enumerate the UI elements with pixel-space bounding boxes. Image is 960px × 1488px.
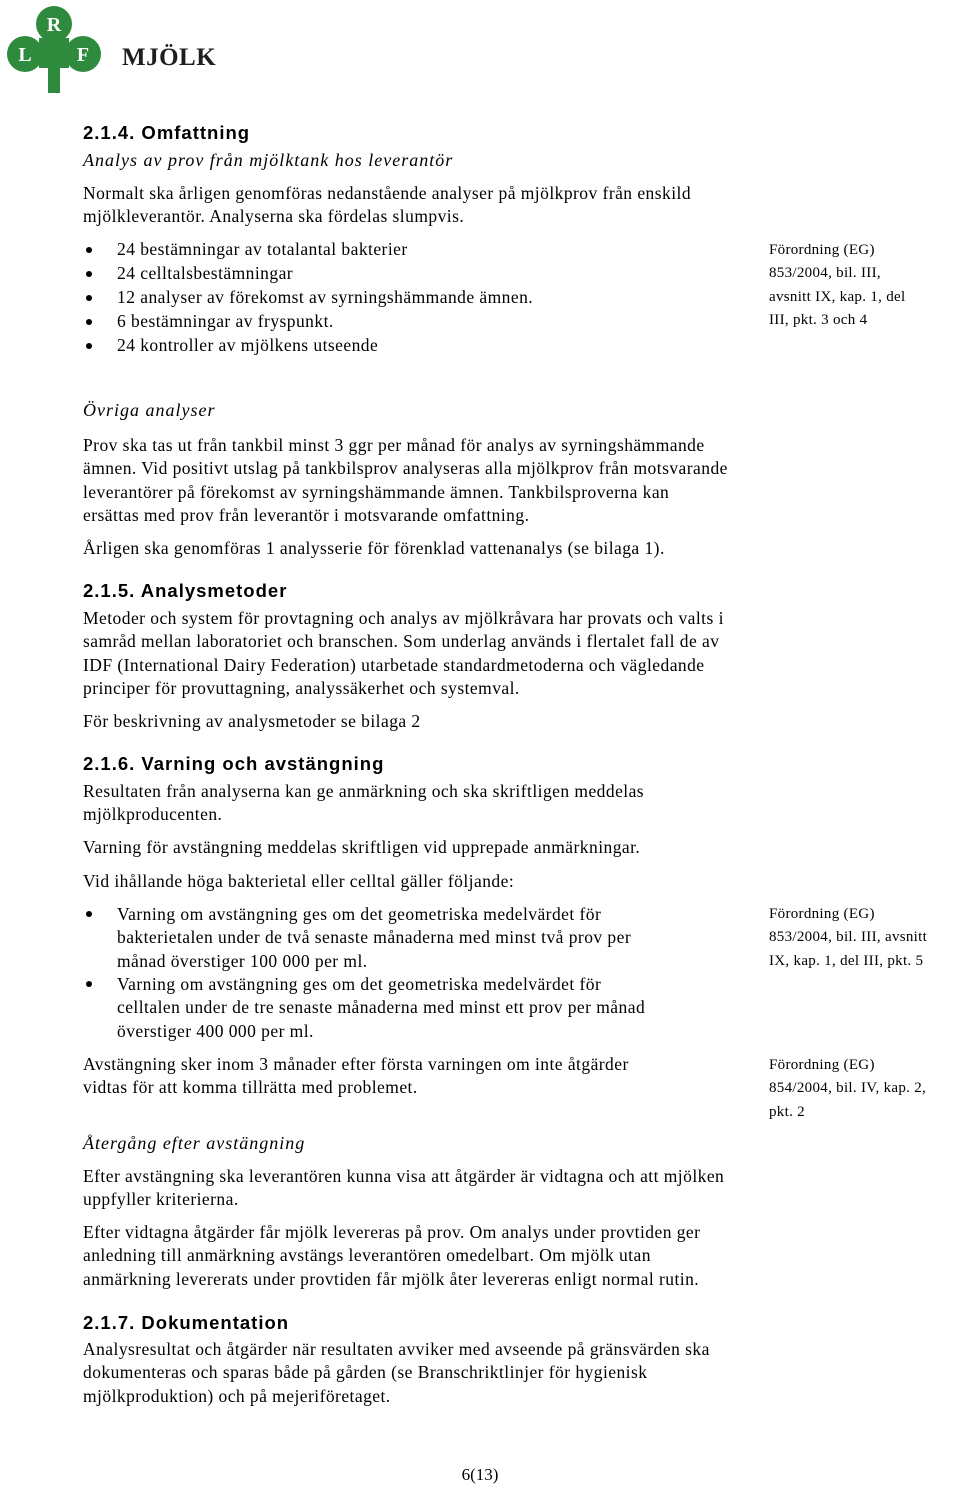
- return-paragraph-1: [83, 1165, 724, 1212]
- list-item: 24 bestämningar av totalantal bakterier: [117, 239, 408, 259]
- text-line: mjölkproducenten.: [83, 804, 223, 825]
- list-item: 6 bestämningar av fryspunkt.: [117, 311, 334, 331]
- text-line: anledning till anmärkning avstängs leverantören omedelbart. Om mjölk utan: [83, 1245, 651, 1266]
- regulation-reference: [769, 903, 927, 973]
- bullet-icon: [86, 295, 92, 301]
- methods-appendix-reference: För beskrivning av analysmetoder se bilaga 2: [83, 711, 421, 731]
- list-item: 12 analyser av förekomst av syrningshämmande ämnen.: [117, 287, 534, 307]
- text-line: leverantörer på förekomst av syrningshämmande ämnen. Tankbilsproverna kan: [83, 481, 670, 502]
- methods-paragraph: [83, 607, 724, 700]
- bullet-icon: [86, 247, 92, 253]
- text-line: mjölkleverantör. Analyserna ska fördelas slumpvis.: [83, 206, 465, 227]
- text-line: Varning om avstängning ges om det geometriska medelvärdet för: [117, 904, 602, 924]
- regulation-reference: [769, 239, 905, 332]
- text-line: Varning om avstängning ges om det geometriska medelvärdet för: [117, 974, 602, 994]
- list-item: [117, 973, 645, 1043]
- list-item: 24 kontroller av mjölkens utseende: [117, 335, 379, 355]
- reference-line: avsnitt IX, kap. 1, del: [769, 288, 906, 305]
- text-line: månad överstiger 100 000 per ml.: [117, 950, 368, 971]
- warning-paragraph-2: Varning för avstängning meddelas skriftligen vid upprepade anmärkningar.: [83, 837, 641, 857]
- reference-line: 853/2004, bil. III,: [769, 265, 881, 282]
- text-line: vidtas för att komma tillrätta med problemet.: [83, 1077, 418, 1098]
- bullet-icon: [86, 271, 92, 277]
- section-heading-omfattning: 2.1.4. Omfattning: [83, 122, 251, 143]
- reference-line: Förordning (EG): [769, 242, 875, 258]
- list-item: 24 celltalsbestämningar: [117, 263, 294, 283]
- text-line: ämnen. Vid positivt utslag på tankbilsprov analyseras alla mjölkprov från motsvarande: [83, 458, 728, 479]
- text-line: IDF (International Dairy Federation) utarbetade standardmetoderna och vägledande: [83, 654, 705, 675]
- suspension-paragraph: [83, 1053, 629, 1100]
- warning-paragraph-1: [83, 780, 644, 827]
- company-logo: [4, 4, 217, 96]
- reference-line: Förordning (EG): [769, 1057, 875, 1073]
- text-line: Efter avstängning ska leverantören kunna visa att åtgärder är vidtagna och att mjölken: [83, 1166, 725, 1186]
- subheading-atergang: Återgång efter avstängning: [83, 1133, 306, 1153]
- text-line: Prov ska tas ut från tankbil minst 3 ggr per månad för analys av syrningshämmande: [83, 435, 705, 455]
- page-number: 6(13): [461, 1465, 499, 1484]
- text-line: Metoder och system för provtagning och analys av mjölkråvara har provats och valts i: [83, 608, 724, 628]
- logo-wordmark: MJÖLK: [122, 44, 217, 71]
- text-line: anmärkning levererats under provtiden får mjölk åter levereras enligt normal rutin.: [83, 1268, 700, 1289]
- bullet-icon: [86, 981, 92, 987]
- section-heading-varning: 2.1.6. Varning och avstängning: [83, 753, 385, 774]
- text-line: Analysresultat och åtgärder när resultaten avviker med avseende på gränsvärden ska: [83, 1339, 710, 1359]
- documentation-paragraph: [83, 1338, 710, 1408]
- text-line: dokumenteras och sparas både på gården (se Branschriktlinjer för hygienisk: [83, 1362, 648, 1383]
- warning-paragraph-3: Vid ihållande höga bakterietal eller celltal gäller följande:: [83, 871, 515, 891]
- section-heading-dokumentation: 2.1.7. Dokumentation: [83, 1312, 290, 1333]
- text-line: Normalt ska årligen genomföras nedanstående analyser på mjölkprov från enskild: [83, 183, 692, 203]
- text-line: uppfyller kriterierna.: [83, 1189, 239, 1210]
- tanker-sample-paragraph: [83, 434, 728, 527]
- text-line: bakterietalen under de två senaste månaderna med minst två prov per: [117, 927, 632, 948]
- logo-letter-l: L: [18, 44, 32, 66]
- bullet-icon: [86, 343, 92, 349]
- clover-logo-icon: [4, 4, 114, 96]
- water-analysis-paragraph: Årligen ska genomföras 1 analysserie för förenklad vattenanalys (se bilaga 1).: [83, 538, 665, 558]
- reference-line: 854/2004, bil. IV, kap. 2,: [769, 1080, 927, 1097]
- section-heading-analysmetoder: 2.1.5. Analysmetoder: [83, 580, 288, 601]
- logo-letter-r: R: [46, 14, 62, 36]
- text-line: celltalen under de tre senaste månaderna med minst ett prov per månad: [117, 997, 646, 1018]
- text-line: mjölkproduktion) och på mejeriföretaget.: [83, 1385, 391, 1406]
- subheading-analys-av-prov: Analys av prov från mjölktank hos leverantör: [83, 150, 454, 170]
- text-line: överstiger 400 000 per ml.: [117, 1020, 314, 1041]
- text-line: Avstängning sker inom 3 månader efter första varningen om inte åtgärder: [83, 1054, 629, 1074]
- text-line: Resultaten från analyserna kan ge anmärkning och ska skriftligen meddelas: [83, 781, 645, 801]
- list-item: [117, 903, 631, 973]
- return-paragraph-2: [83, 1221, 700, 1291]
- text-line: principer för provuttagning, analyssäkerhet och systemval.: [83, 677, 520, 698]
- reference-line: IX, kap. 1, del III, pkt. 5: [769, 952, 924, 969]
- reference-line: III, pkt. 3 och 4: [769, 311, 868, 328]
- intro-paragraph: [83, 182, 691, 229]
- regulation-reference: [769, 1054, 926, 1124]
- subheading-ovriga-analyser: Övriga analyser: [83, 400, 216, 420]
- reference-line: 853/2004, bil. III, avsnitt: [769, 929, 928, 946]
- reference-line: pkt. 2: [769, 1103, 805, 1120]
- bullet-icon: [86, 319, 92, 325]
- text-line: ersättas med prov från leverantör i motsvarande omfattning.: [83, 504, 530, 525]
- reference-line: Förordning (EG): [769, 906, 875, 922]
- logo-letter-f: F: [76, 44, 90, 66]
- bullet-icon: [86, 911, 92, 917]
- text-line: samråd mellan laboratoriet och branschen. Som underlag används i flertalet fall de av: [83, 631, 720, 652]
- text-line: Efter vidtagna åtgärder får mjölk levereras på prov. Om analys under provtiden ger: [83, 1222, 701, 1242]
